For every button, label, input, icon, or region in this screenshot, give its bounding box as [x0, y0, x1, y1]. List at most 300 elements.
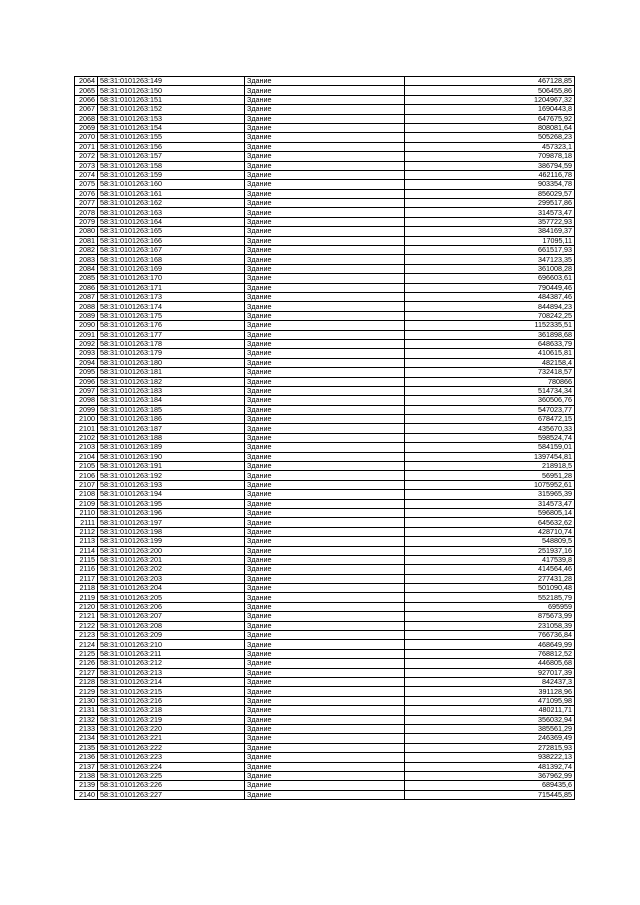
cadastral-value-cell: 780866 — [405, 377, 575, 386]
cadastral-number-cell: 58:31:0101263:149 — [98, 77, 245, 86]
table-row — [75, 640, 575, 649]
cadastral-value-cell: 661517,93 — [405, 246, 575, 255]
cadastral-value-cell: 548809,5 — [405, 537, 575, 546]
cadastral-value-cell: 481392,74 — [405, 762, 575, 771]
cadastral-number-cell: 58:31:0101263:190 — [98, 452, 245, 461]
cadastral-number-cell: 58:31:0101263:156 — [98, 142, 245, 151]
row-number-cell: 2070 — [75, 133, 98, 142]
object-type-cell: Здание — [245, 480, 405, 489]
row-number-cell: 2102 — [75, 433, 98, 442]
row-number-cell: 2075 — [75, 180, 98, 189]
cadastral-number-cell: 58:31:0101263:196 — [98, 508, 245, 517]
cadastral-number-cell: 58:31:0101263:161 — [98, 189, 245, 198]
object-type-cell: Здание — [245, 424, 405, 433]
table-row — [75, 208, 575, 217]
object-type-cell: Здание — [245, 180, 405, 189]
object-type-cell: Здание — [245, 452, 405, 461]
cadastral-value-cell: 361008,28 — [405, 264, 575, 273]
table-row — [75, 602, 575, 611]
table-row — [75, 452, 575, 461]
cadastral-number-cell: 58:31:0101263:210 — [98, 640, 245, 649]
row-number-cell: 2111 — [75, 518, 98, 527]
object-type-cell: Здание — [245, 546, 405, 555]
cadastral-number-cell: 58:31:0101263:194 — [98, 490, 245, 499]
cadastral-value-cell: 480211,71 — [405, 706, 575, 715]
cadastral-number-cell: 58:31:0101263:214 — [98, 678, 245, 687]
table-row — [75, 152, 575, 161]
table-row — [75, 246, 575, 255]
cadastral-value-cell: 385561,29 — [405, 724, 575, 733]
row-number-cell: 2069 — [75, 123, 98, 132]
cadastral-number-cell: 58:31:0101263:171 — [98, 283, 245, 292]
row-number-cell: 2126 — [75, 659, 98, 668]
cadastral-value-cell: 844894,23 — [405, 302, 575, 311]
cadastral-number-cell: 58:31:0101263:177 — [98, 330, 245, 339]
table-row — [75, 771, 575, 780]
row-number-cell: 2079 — [75, 217, 98, 226]
object-type-cell: Здание — [245, 659, 405, 668]
cadastral-number-cell: 58:31:0101263:199 — [98, 537, 245, 546]
cadastral-value-cell: 314573,47 — [405, 208, 575, 217]
cadastral-value-cell: 428710,74 — [405, 527, 575, 536]
cadastral-number-cell: 58:31:0101263:184 — [98, 396, 245, 405]
table-row — [75, 555, 575, 564]
cadastral-value-cell: 514734,34 — [405, 386, 575, 395]
table-row — [75, 292, 575, 301]
cadastral-value-cell: 347123,35 — [405, 255, 575, 264]
cadastral-value-cell: 417539,8 — [405, 555, 575, 564]
cadastral-number-cell: 58:31:0101263:179 — [98, 349, 245, 358]
row-number-cell: 2112 — [75, 527, 98, 536]
row-number-cell: 2100 — [75, 415, 98, 424]
object-type-cell: Здание — [245, 321, 405, 330]
cadastral-value-cell: 927017,39 — [405, 668, 575, 677]
row-number-cell: 2080 — [75, 227, 98, 236]
object-type-cell: Здание — [245, 527, 405, 536]
cadastral-number-cell: 58:31:0101263:158 — [98, 161, 245, 170]
cadastral-value-cell: 842437,3 — [405, 678, 575, 687]
cadastral-number-cell: 58:31:0101263:201 — [98, 555, 245, 564]
table-row — [75, 161, 575, 170]
cadastral-value-cell: 272815,93 — [405, 743, 575, 752]
object-type-cell: Здание — [245, 537, 405, 546]
object-type-cell: Здание — [245, 584, 405, 593]
object-type-cell: Здание — [245, 743, 405, 752]
object-type-cell: Здание — [245, 762, 405, 771]
cadastral-number-cell: 58:31:0101263:173 — [98, 292, 245, 301]
cadastral-value-cell: 501090,48 — [405, 584, 575, 593]
table-row — [75, 527, 575, 536]
object-type-cell: Здание — [245, 283, 405, 292]
cadastral-number-cell: 58:31:0101263:193 — [98, 480, 245, 489]
object-type-cell: Здание — [245, 443, 405, 452]
row-number-cell: 2103 — [75, 443, 98, 452]
cadastral-number-cell: 58:31:0101263:209 — [98, 631, 245, 640]
table-row — [75, 565, 575, 574]
row-number-cell: 2134 — [75, 734, 98, 743]
object-type-cell: Здание — [245, 790, 405, 799]
table-row — [75, 114, 575, 123]
object-type-cell: Здание — [245, 368, 405, 377]
object-type-cell: Здание — [245, 133, 405, 142]
row-number-cell: 2088 — [75, 302, 98, 311]
row-number-cell: 2115 — [75, 555, 98, 564]
object-type-cell: Здание — [245, 227, 405, 236]
cadastral-value-cell: 584159,01 — [405, 443, 575, 452]
cadastral-number-cell: 58:31:0101263:176 — [98, 321, 245, 330]
row-number-cell: 2064 — [75, 77, 98, 86]
object-type-cell: Здание — [245, 264, 405, 273]
row-number-cell: 2081 — [75, 236, 98, 245]
row-number-cell: 2108 — [75, 490, 98, 499]
object-type-cell: Здание — [245, 339, 405, 348]
object-type-cell: Здание — [245, 555, 405, 564]
table-row — [75, 424, 575, 433]
object-type-cell: Здание — [245, 415, 405, 424]
row-number-cell: 2139 — [75, 781, 98, 790]
cadastral-number-cell: 58:31:0101263:163 — [98, 208, 245, 217]
object-type-cell: Здание — [245, 771, 405, 780]
cadastral-number-cell: 58:31:0101263:206 — [98, 602, 245, 611]
object-type-cell: Здание — [245, 631, 405, 640]
table-row — [75, 480, 575, 489]
row-number-cell: 2068 — [75, 114, 98, 123]
cadastral-value-cell: 875673,99 — [405, 612, 575, 621]
cadastral-value-cell: 17095,11 — [405, 236, 575, 245]
cadastral-number-cell: 58:31:0101263:189 — [98, 443, 245, 452]
object-type-cell: Здание — [245, 602, 405, 611]
cadastral-number-cell: 58:31:0101263:212 — [98, 659, 245, 668]
row-number-cell: 2106 — [75, 471, 98, 480]
object-type-cell: Здание — [245, 621, 405, 630]
cadastral-value-cell: 462116,78 — [405, 170, 575, 179]
row-number-cell: 2138 — [75, 771, 98, 780]
table-row — [75, 734, 575, 743]
object-type-cell: Здание — [245, 518, 405, 527]
table-row — [75, 490, 575, 499]
table-row — [75, 311, 575, 320]
object-type-cell: Здание — [245, 105, 405, 114]
table-row — [75, 199, 575, 208]
table-row — [75, 584, 575, 593]
cadastral-value-cell: 414564,46 — [405, 565, 575, 574]
table-row — [75, 227, 575, 236]
cadastral-value-cell: 647675,92 — [405, 114, 575, 123]
object-type-cell: Здание — [245, 490, 405, 499]
table-row — [75, 368, 575, 377]
row-number-cell: 2131 — [75, 706, 98, 715]
cadastral-value-cell: 678472,15 — [405, 415, 575, 424]
cadastral-number-cell: 58:31:0101263:211 — [98, 649, 245, 658]
row-number-cell: 2120 — [75, 602, 98, 611]
cadastral-number-cell: 58:31:0101263:180 — [98, 358, 245, 367]
object-type-cell: Здание — [245, 77, 405, 86]
cadastral-number-cell: 58:31:0101263:186 — [98, 415, 245, 424]
table-row — [75, 631, 575, 640]
table-row — [75, 659, 575, 668]
table-row — [75, 462, 575, 471]
row-number-cell: 2119 — [75, 593, 98, 602]
cadastral-value-cell: 596805,14 — [405, 508, 575, 517]
object-type-cell: Здание — [245, 696, 405, 705]
row-number-cell: 2096 — [75, 377, 98, 386]
cadastral-number-cell: 58:31:0101263:222 — [98, 743, 245, 752]
cadastral-value-cell: 482158,4 — [405, 358, 575, 367]
row-number-cell: 2118 — [75, 584, 98, 593]
object-type-cell: Здание — [245, 170, 405, 179]
cadastral-value-cell: 856029,57 — [405, 189, 575, 198]
cadastral-number-cell: 58:31:0101263:165 — [98, 227, 245, 236]
cadastral-value-cell: 938222,13 — [405, 753, 575, 762]
cadastral-number-cell: 58:31:0101263:208 — [98, 621, 245, 630]
row-number-cell: 2094 — [75, 358, 98, 367]
cadastral-value-cell: 435670,33 — [405, 424, 575, 433]
cadastral-number-cell: 58:31:0101263:188 — [98, 433, 245, 442]
cadastral-value-cell: 696603,61 — [405, 274, 575, 283]
object-type-cell: Здание — [245, 565, 405, 574]
cadastral-value-cell: 367962,99 — [405, 771, 575, 780]
object-type-cell: Здание — [245, 255, 405, 264]
row-number-cell: 2095 — [75, 368, 98, 377]
object-type-cell: Здание — [245, 123, 405, 132]
row-number-cell: 2109 — [75, 499, 98, 508]
cadastral-value-cell: 231058,39 — [405, 621, 575, 630]
cadastral-value-cell: 467128,85 — [405, 77, 575, 86]
object-type-cell: Здание — [245, 640, 405, 649]
cadastral-value-cell: 56951,28 — [405, 471, 575, 480]
table-row — [75, 687, 575, 696]
cadastral-value-cell: 768812,52 — [405, 649, 575, 658]
row-number-cell: 2092 — [75, 339, 98, 348]
table-row — [75, 321, 575, 330]
table-row — [75, 170, 575, 179]
object-type-cell: Здание — [245, 678, 405, 687]
row-number-cell: 2097 — [75, 386, 98, 395]
row-number-cell: 2110 — [75, 508, 98, 517]
table-row — [75, 471, 575, 480]
object-type-cell: Здание — [245, 706, 405, 715]
table-row — [75, 696, 575, 705]
table-row — [75, 443, 575, 452]
cadastral-number-cell: 58:31:0101263:175 — [98, 311, 245, 320]
table-row — [75, 790, 575, 799]
object-type-cell: Здание — [245, 687, 405, 696]
table-row — [75, 678, 575, 687]
table-row — [75, 105, 575, 114]
table-row — [75, 189, 575, 198]
object-type-cell: Здание — [245, 142, 405, 151]
cadastral-value-cell: 468649,99 — [405, 640, 575, 649]
cadastral-value-cell: 645632,62 — [405, 518, 575, 527]
row-number-cell: 2066 — [75, 95, 98, 104]
table-row — [75, 133, 575, 142]
cadastral-number-cell: 58:31:0101263:178 — [98, 339, 245, 348]
cadastral-number-cell: 58:31:0101263:164 — [98, 217, 245, 226]
cadastral-number-cell: 58:31:0101263:223 — [98, 753, 245, 762]
table-row — [75, 593, 575, 602]
row-number-cell: 2086 — [75, 283, 98, 292]
table-row — [75, 377, 575, 386]
cadastral-value-cell: 314573,47 — [405, 499, 575, 508]
cadastral-number-cell: 58:31:0101263:207 — [98, 612, 245, 621]
table-row — [75, 433, 575, 442]
cadastral-value-cell: 1204967,32 — [405, 95, 575, 104]
table-body — [75, 77, 575, 800]
table-row — [75, 255, 575, 264]
cadastral-number-cell: 58:31:0101263:205 — [98, 593, 245, 602]
cadastral-value-cell: 315965,39 — [405, 490, 575, 499]
cadastral-number-cell: 58:31:0101263:221 — [98, 734, 245, 743]
row-number-cell: 2124 — [75, 640, 98, 649]
row-number-cell: 2130 — [75, 696, 98, 705]
cadastral-number-cell: 58:31:0101263:151 — [98, 95, 245, 104]
cadastral-value-cell: 547023,77 — [405, 405, 575, 414]
table-row — [75, 724, 575, 733]
cadastral-value-cell: 903354,78 — [405, 180, 575, 189]
cadastral-number-cell: 58:31:0101263:159 — [98, 170, 245, 179]
table-row — [75, 621, 575, 630]
row-number-cell: 2091 — [75, 330, 98, 339]
table-row — [75, 349, 575, 358]
object-type-cell: Здание — [245, 405, 405, 414]
row-number-cell: 2073 — [75, 161, 98, 170]
table-row — [75, 358, 575, 367]
row-number-cell: 2098 — [75, 396, 98, 405]
cadastral-value-cell: 361898,68 — [405, 330, 575, 339]
object-type-cell: Здание — [245, 246, 405, 255]
table-row — [75, 217, 575, 226]
table-row — [75, 537, 575, 546]
cadastral-number-cell: 58:31:0101263:154 — [98, 123, 245, 132]
row-number-cell: 2136 — [75, 753, 98, 762]
object-type-cell: Здание — [245, 86, 405, 95]
row-number-cell: 2114 — [75, 546, 98, 555]
cadastral-number-cell: 58:31:0101263:168 — [98, 255, 245, 264]
object-type-cell: Здание — [245, 199, 405, 208]
row-number-cell: 2107 — [75, 480, 98, 489]
row-number-cell: 2077 — [75, 199, 98, 208]
cadastral-number-cell: 58:31:0101263:183 — [98, 386, 245, 395]
row-number-cell: 2087 — [75, 292, 98, 301]
cadastral-value-cell: 766736,84 — [405, 631, 575, 640]
object-type-cell: Здание — [245, 781, 405, 790]
cadastral-number-cell: 58:31:0101263:216 — [98, 696, 245, 705]
object-type-cell: Здание — [245, 274, 405, 283]
cadastral-value-cell: 708242,25 — [405, 311, 575, 320]
table-row — [75, 405, 575, 414]
cadastral-value-cell: 356032,94 — [405, 715, 575, 724]
object-type-cell: Здание — [245, 236, 405, 245]
cadastral-value-cell: 484387,46 — [405, 292, 575, 301]
row-number-cell: 2101 — [75, 424, 98, 433]
table-row — [75, 396, 575, 405]
table-row — [75, 180, 575, 189]
row-number-cell: 2127 — [75, 668, 98, 677]
object-type-cell: Здание — [245, 433, 405, 442]
object-type-cell: Здание — [245, 396, 405, 405]
object-type-cell: Здание — [245, 386, 405, 395]
row-number-cell: 2122 — [75, 621, 98, 630]
cadastral-number-cell: 58:31:0101263:224 — [98, 762, 245, 771]
object-type-cell: Здание — [245, 499, 405, 508]
cadastral-number-cell: 58:31:0101263:187 — [98, 424, 245, 433]
table-row — [75, 781, 575, 790]
table-row — [75, 546, 575, 555]
row-number-cell: 2083 — [75, 255, 98, 264]
cadastral-value-cell: 1690443,8 — [405, 105, 575, 114]
cadastral-number-cell: 58:31:0101263:198 — [98, 527, 245, 536]
cadastral-number-cell: 58:31:0101263:181 — [98, 368, 245, 377]
cadastral-number-cell: 58:31:0101263:182 — [98, 377, 245, 386]
table-row — [75, 264, 575, 273]
cadastral-number-cell: 58:31:0101263:220 — [98, 724, 245, 733]
row-number-cell: 2105 — [75, 462, 98, 471]
row-number-cell: 2123 — [75, 631, 98, 640]
cadastral-value-cell: 357722,93 — [405, 217, 575, 226]
table-row — [75, 753, 575, 762]
object-type-cell: Здание — [245, 292, 405, 301]
table-row — [75, 386, 575, 395]
cadastral-value-cell: 506455,86 — [405, 86, 575, 95]
object-type-cell: Здание — [245, 189, 405, 198]
cadastral-number-cell: 58:31:0101263:150 — [98, 86, 245, 95]
table-row — [75, 649, 575, 658]
table-row — [75, 508, 575, 517]
table-row — [75, 612, 575, 621]
table-row — [75, 415, 575, 424]
row-number-cell: 2121 — [75, 612, 98, 621]
row-number-cell: 2117 — [75, 574, 98, 583]
cadastral-value-cell: 732418,57 — [405, 368, 575, 377]
object-type-cell: Здание — [245, 358, 405, 367]
row-number-cell: 2125 — [75, 649, 98, 658]
cadastral-number-cell: 58:31:0101263:192 — [98, 471, 245, 480]
cadastral-value-cell: 715445,85 — [405, 790, 575, 799]
table-row — [75, 339, 575, 348]
cadastral-value-cell: 552185,79 — [405, 593, 575, 602]
object-type-cell: Здание — [245, 462, 405, 471]
cadastral-number-cell: 58:31:0101263:153 — [98, 114, 245, 123]
cadastral-value-cell: 1397454,81 — [405, 452, 575, 461]
object-type-cell: Здание — [245, 349, 405, 358]
table-row — [75, 95, 575, 104]
cadastral-number-cell: 58:31:0101263:213 — [98, 668, 245, 677]
row-number-cell: 2113 — [75, 537, 98, 546]
object-type-cell: Здание — [245, 217, 405, 226]
object-type-cell: Здание — [245, 311, 405, 320]
cadastral-value-cell: 1152335,51 — [405, 321, 575, 330]
cadastral-value-cell: 471095,98 — [405, 696, 575, 705]
table-row — [75, 236, 575, 245]
cadastral-number-cell: 58:31:0101263:203 — [98, 574, 245, 583]
object-type-cell: Здание — [245, 574, 405, 583]
object-type-cell: Здание — [245, 152, 405, 161]
cadastral-value-cell: 695959 — [405, 602, 575, 611]
cadastral-number-cell: 58:31:0101263:185 — [98, 405, 245, 414]
table-row — [75, 283, 575, 292]
cadastral-value-cell: 808081,64 — [405, 123, 575, 132]
object-type-cell: Здание — [245, 330, 405, 339]
object-type-cell: Здание — [245, 715, 405, 724]
cadastral-value-cell: 360506,76 — [405, 396, 575, 405]
row-number-cell: 2076 — [75, 189, 98, 198]
table-row — [75, 668, 575, 677]
object-type-cell: Здание — [245, 734, 405, 743]
row-number-cell: 2090 — [75, 321, 98, 330]
table-row — [75, 77, 575, 86]
cadastral-number-cell: 58:31:0101263:155 — [98, 133, 245, 142]
cadastral-value-cell: 218918,5 — [405, 462, 575, 471]
